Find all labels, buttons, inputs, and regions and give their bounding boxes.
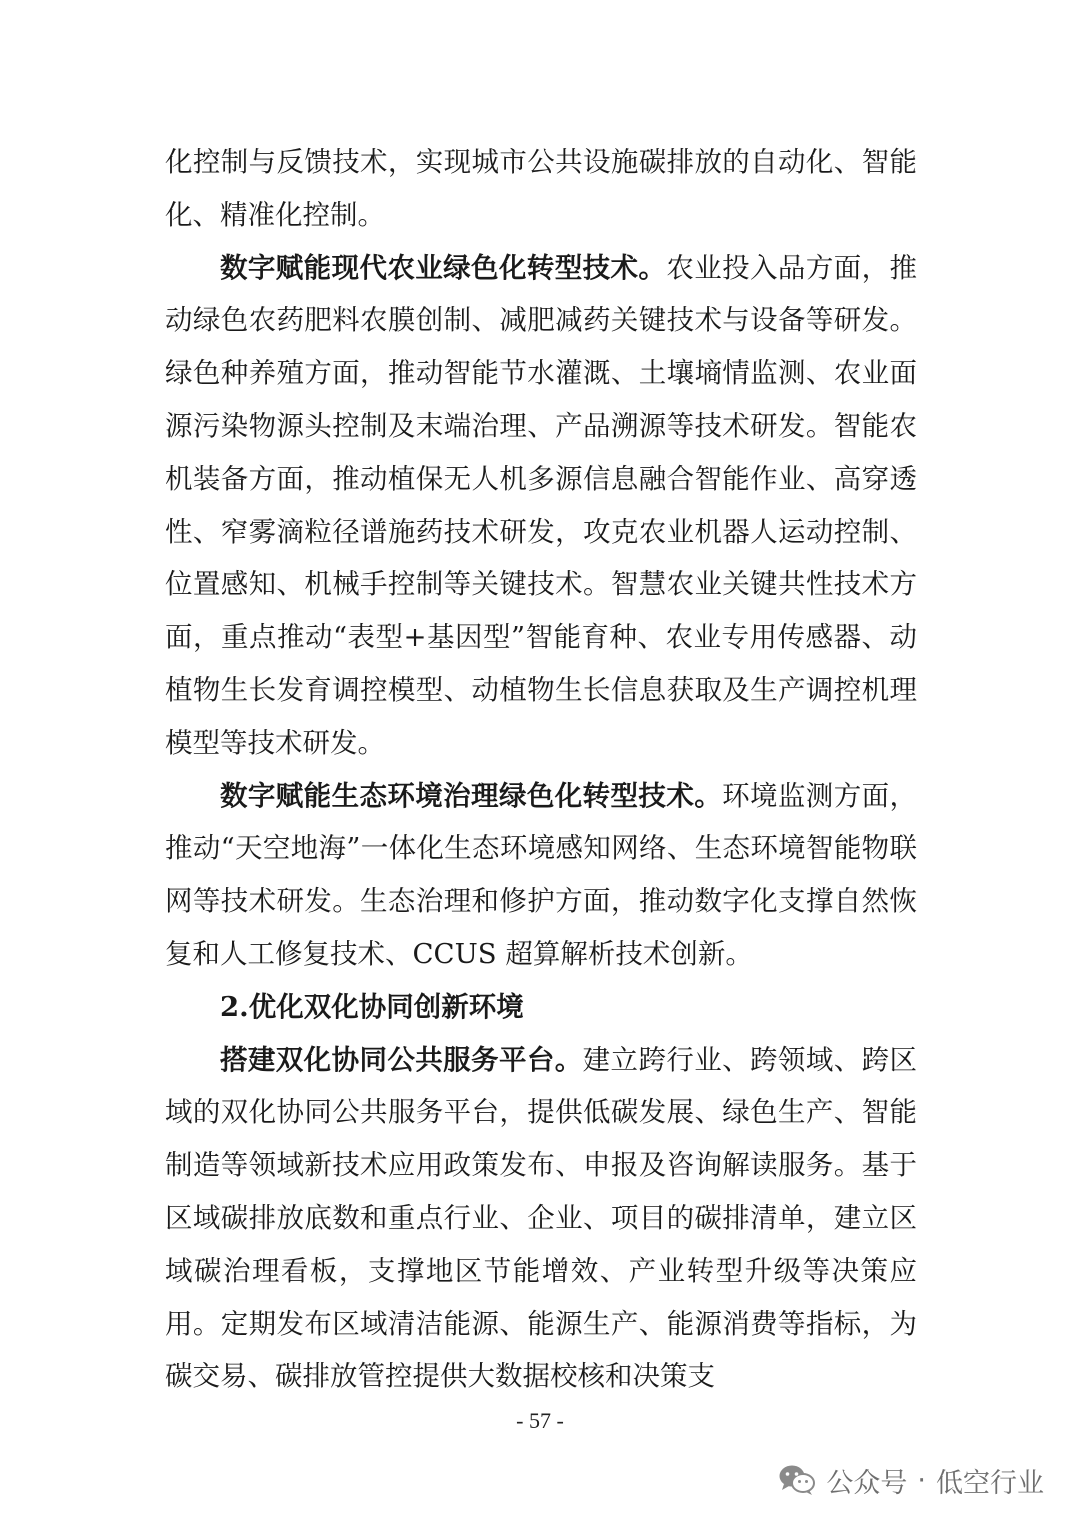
- paragraph-bold-lead: 数字赋能生态环境治理绿色化转型技术。: [220, 779, 723, 812]
- paragraph-text: 环境监测方面，推动“天空地海”一体化生态环境感知网络、生态环境智能物联网等技术研发。生态治理和修护方面，推动数字化支撑自然恢复和人工修复技术、CCUS 超算解析技术创新。: [165, 779, 917, 970]
- watermark-account: 低空行业: [936, 1467, 1044, 1499]
- paragraph-bold-lead: 搭建双化协同公共服务平台。: [220, 1043, 583, 1076]
- paragraph-agriculture: [165, 242, 917, 770]
- paragraph-text: 建立跨行业、跨领域、跨区域的双化协同公共服务平台，提供低碳发展、绿色生产、智能制造等领域新技术应用政策发布、申报及咨询解读服务。基于区域碳排放底数和重点行业、企业、项目的碳排清单，建立区域碳治理看板，支撑地区节能增效、产业转型升级等决策应用。定期发布区域清洁能源、能源生产、能源消费等指标，为碳交易、碳排放管控提供大数据校核和决策支: [165, 1043, 918, 1393]
- paragraph-text: 化控制与反馈技术，实现城市公共设施碳排放的自动化、智能化、精准化控制。: [165, 146, 917, 231]
- wechat-icon: [778, 1463, 816, 1497]
- paragraph-text: 农业投入品方面，推动绿色农药肥料农膜创制、减肥减药关键技术与设备等研发。绿色种养殖方面，推动智能节水灌溉、土壤墒情监测、农业面源污染物源头控制及末端治理、产品溯源等技术研发。智能农机装备方面，推动植保无人机多源信息融合智能作业、高穿透性、窄雾滴粒径谱施药技术研发，攻克农业机器人运动控制、位置感知、机械手控制等关键技术。智慧农业关键共性技术方面，重点推动“表型+基因型”智能育种、农业专用传感器、动植物生长发育调控模型、动植物生长信息获取及生产调控机理模型等技术研发。: [165, 251, 918, 759]
- document-body: [165, 136, 917, 1403]
- section-heading: 2.优化双化协同创新环境: [220, 990, 524, 1023]
- watermark: [778, 1458, 1044, 1502]
- page-number: - 57 -: [516, 1408, 564, 1433]
- paragraph-ecology: [165, 770, 917, 981]
- paragraph-bold-lead: 数字赋能现代农业绿色化转型技术。: [220, 251, 667, 284]
- watermark-separator: ·: [917, 1464, 926, 1496]
- paragraph-urban-control: [165, 136, 917, 242]
- watermark-platform: 公众号: [826, 1467, 908, 1499]
- paragraph-service-platform: [165, 1034, 917, 1404]
